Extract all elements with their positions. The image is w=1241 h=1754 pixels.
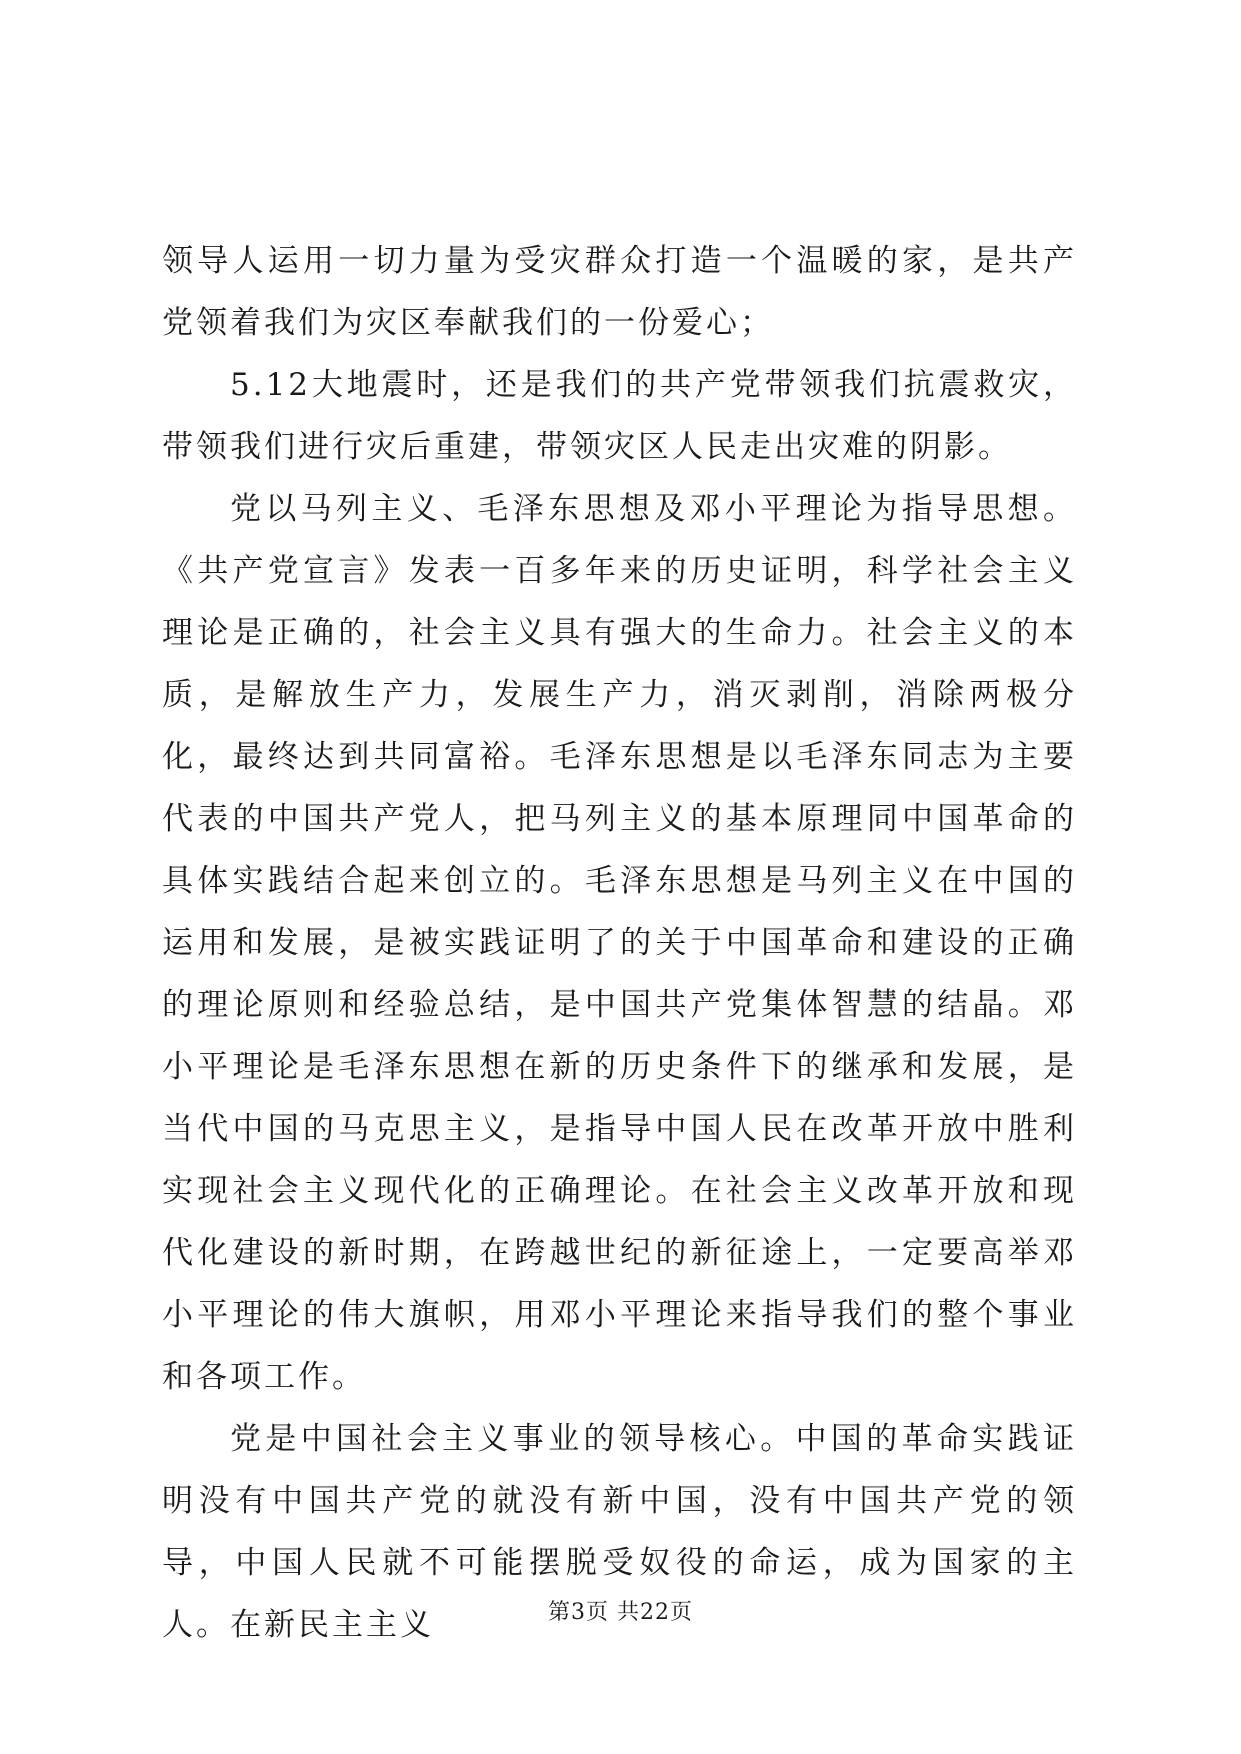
paragraph-guiding-ideology: 党以马列主义、毛泽东思想及邓小平理论为指导思想。《共产党宣言》发表一百多年来的历史证明，科学社会主义理论是正确的，社会主义具有强大的生命力。社会主义的本质，是解放生产力，发展生产力，消灭剥削，消除两极分化，最终达到共同富裕。毛泽东思想是以毛泽东同志为主要代表的中国共产党人，把马列主义的基本原理同中国革命的具体实践结合起来创立的。毛泽东思想是马列主义在中国的运用和发展，是被实践证明了的关于中国革命和建设的正确的理论原则和经验总结，是中国共产党集体智慧的结晶。邓小平理论是毛泽东思想在新的历史条件下的继承和发展，是当代中国的马克思主义，是指导中国人民在改革开放中胜利实现社会主义现代化的正确理论。在社会主义改革开放和现代化建设的新时期，在跨越世纪的新征途上，一定要高举邓小平理论的伟大旗帜，用邓小平理论来指导我们的整个事业和各项工作。: [162, 491, 1077, 1395]
document-body: [162, 230, 1077, 1656]
page-number-footer: 第3页 共22页: [548, 1600, 693, 1625]
paragraph-continuation: 领导人运用一切力量为受灾群众打造一个温暖的家，是共产党领着我们为灾区奉献我们的一份爱心；: [162, 243, 1077, 341]
paragraph-earthquake: 5.12大地震时，还是我们的共产党带领我们抗震救灾，带领我们进行灾后重建，带领灾区人民走出灾难的阴影。: [162, 367, 1077, 465]
paragraph-leadership-core: 党是中国社会主义事业的领导核心。中国的革命实践证明没有中国共产党的就没有新中国，没有中国共产党的领导，中国人民就不可能摆脱受奴役的命运，成为国家的主人。在新民主主义: [162, 1421, 1077, 1643]
